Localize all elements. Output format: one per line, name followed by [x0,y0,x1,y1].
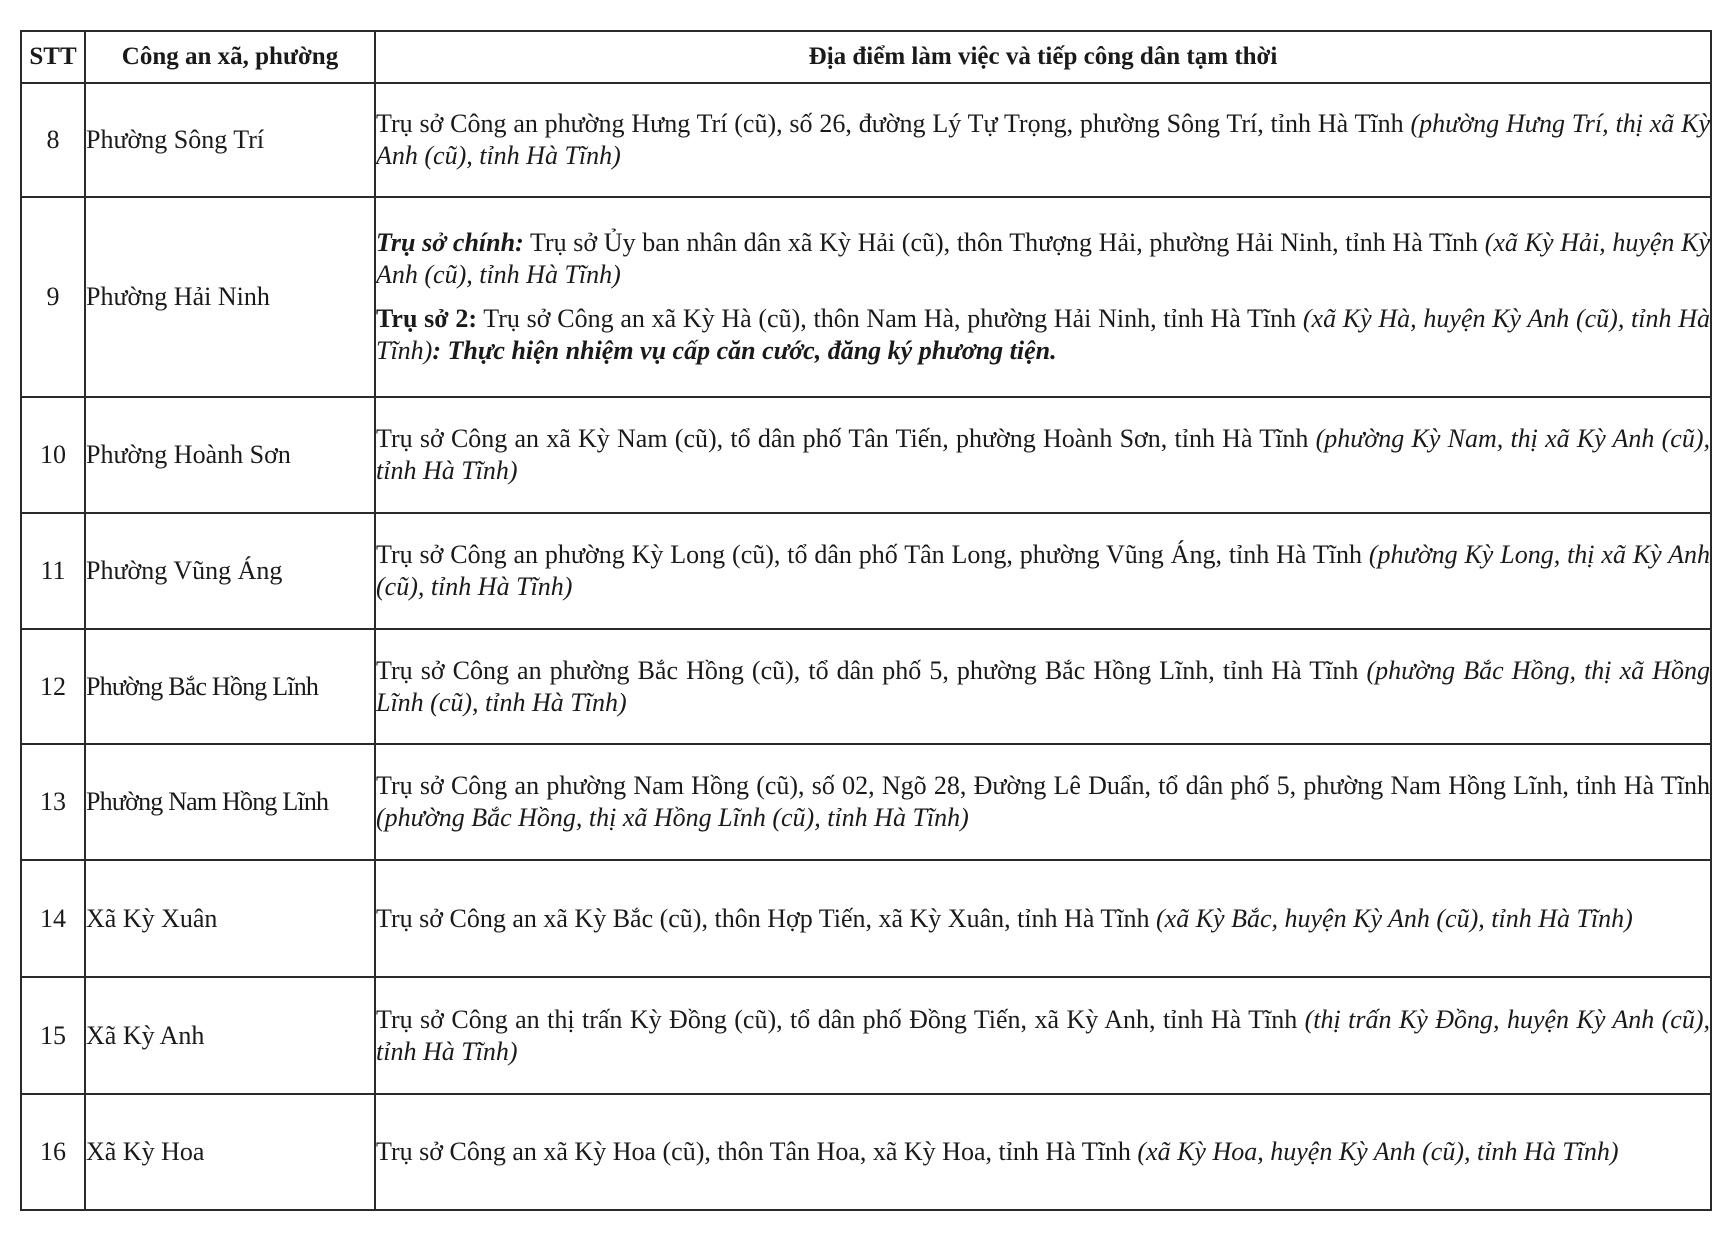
row-unit: Xã Kỳ Anh [85,977,375,1094]
table-row [21,860,1711,977]
address-paragraph [376,423,1710,487]
row-unit: Phường Hoành Sơn [85,397,375,513]
address-paragraph [376,903,1710,935]
row-unit: Phường Vũng Áng [85,513,375,629]
office-2-duty: : Thực hiện nhiệm vụ cấp căn cước, đăng ký phương tiện. [432,336,1057,365]
row-address [375,977,1711,1094]
table-row [21,629,1711,744]
table-row [21,197,1711,397]
row-unit: Phường Sông Trí [85,83,375,197]
address-paragraph-main-office [376,227,1710,291]
address-paragraph [376,655,1710,719]
unit-name: Phường Bắc Hồng Lĩnh [86,671,319,701]
address-text: Trụ sở Ủy ban nhân dân xã Kỳ Hải (cũ), thôn Thượng Hải, phường Hải Ninh, tỉnh Hà Tĩnh [523,228,1485,257]
address-note: (phường Kỳ Nam, thị xã Kỳ Anh (cũ), tỉnh Hà Tĩnh) [376,424,1710,485]
unit-name: Phường Nam Hồng Lĩnh [86,787,329,816]
temporary-office-locations-table [20,30,1712,1211]
address-note: (phường Bắc Hồng, thị xã Hồng Lĩnh (cũ), tỉnh Hà Tĩnh) [376,803,969,832]
address-note: (phường Kỳ Long, thị xã Kỳ Anh (cũ), tỉnh Hà Tĩnh) [376,540,1710,601]
address-note: (phường Hưng Trí, thị xã Kỳ Anh (cũ), tỉnh Hà Tĩnh) [376,109,1710,170]
row-unit [85,629,375,744]
header-stt: STT [21,31,85,83]
header-unit: Công an xã, phường [85,31,375,83]
document-table-container [20,30,1710,1211]
row-stt: 16 [21,1094,85,1210]
row-address [375,629,1711,744]
row-address [375,860,1711,977]
address-text: Trụ sở Công an phường Hưng Trí (cũ), số 26, đường Lý Tự Trọng, phường Sông Trí, tỉnh Hà Tĩnh [376,109,1411,138]
row-address [375,744,1711,860]
row-stt: 13 [21,744,85,860]
address-text: Trụ sở Công an phường Bắc Hồng (cũ), tổ dân phố 5, phường Bắc Hồng Lĩnh, tỉnh Hà Tĩnh [376,655,1367,685]
address-note: (xã Kỳ Hải, huyện Kỳ Anh (cũ), tỉnh Hà Tĩnh) [376,228,1710,289]
row-address [375,197,1711,397]
address-note: (xã Kỳ Hoa, huyện Kỳ Anh (cũ), tỉnh Hà Tĩnh) [1137,1137,1619,1166]
address-note: (xã Kỳ Bắc, huyện Kỳ Anh (cũ), tỉnh Hà Tĩnh) [1156,903,1633,933]
office-2-label: Trụ sở 2: [376,304,478,333]
row-stt: 14 [21,860,85,977]
table-row [21,744,1711,860]
row-unit [85,744,375,860]
table-header-row [21,31,1711,83]
table-row [21,83,1711,197]
row-stt: 12 [21,629,85,744]
row-stt: 8 [21,83,85,197]
header-address: Địa điểm làm việc và tiếp công dân tạm thời [375,31,1711,83]
address-text: Trụ sở Công an thị trấn Kỳ Đồng (cũ), tổ dân phố Đồng Tiến, xã Kỳ Anh, tỉnh Hà Tĩnh [376,1004,1305,1034]
row-address [375,513,1711,629]
address-paragraph [376,1004,1710,1068]
address-paragraph [376,770,1710,834]
address-paragraph-office-2 [376,303,1710,367]
row-address [375,397,1711,513]
address-paragraph [376,1136,1710,1168]
address-text: Trụ sở Công an xã Kỳ Hoa (cũ), thôn Tân Hoa, xã Kỳ Hoa, tỉnh Hà Tĩnh [376,1137,1138,1166]
row-stt: 10 [21,397,85,513]
address-text: Trụ sở Công an xã Kỳ Bắc (cũ), thôn Hợp Tiến, xã Kỳ Xuân, tỉnh Hà Tĩnh [376,903,1157,933]
table-row [21,397,1711,513]
address-text: Trụ sở Công an xã Kỳ Nam (cũ), tổ dân phố Tân Tiến, phường Hoành Sơn, tỉnh Hà Tĩnh [376,424,1316,453]
address-text: Trụ sở Công an phường Nam Hồng (cũ), số 02, Ngõ 28, Đường Lê Duẩn, tổ dân phố 5, phường Nam Hồng Lĩnh, tỉnh Hà Tĩnh [376,771,1710,800]
row-unit: Xã Kỳ Hoa [85,1094,375,1210]
table-row [21,977,1711,1094]
row-unit: Phường Hải Ninh [85,197,375,397]
row-unit: Xã Kỳ Xuân [85,860,375,977]
address-note: (xã Kỳ Hà, huyện Kỳ Anh (cũ), tỉnh Hà Tĩnh) [376,304,1710,365]
address-note: (thị trấn Kỳ Đồng, huyện Kỳ Anh (cũ), tỉnh Hà Tĩnh) [376,1004,1710,1066]
row-stt: 15 [21,977,85,1094]
address-paragraph [376,108,1710,172]
row-address [375,83,1711,197]
row-stt: 9 [21,197,85,397]
row-stt: 11 [21,513,85,629]
address-text: Trụ sở Công an phường Kỳ Long (cũ), tổ dân phố Tân Long, phường Vũng Áng, tỉnh Hà Tĩnh [376,540,1369,569]
table-row [21,513,1711,629]
row-address [375,1094,1711,1210]
main-office-label: Trụ sở chính: [376,228,524,257]
address-note: (phường Bắc Hồng, thị xã Hồng Lĩnh (cũ), tỉnh Hà Tĩnh) [376,655,1710,717]
address-paragraph [376,539,1710,603]
table-row [21,1094,1711,1210]
address-text: Trụ sở Công an xã Kỳ Hà (cũ), thôn Nam Hà, phường Hải Ninh, tỉnh Hà Tĩnh [477,304,1303,333]
